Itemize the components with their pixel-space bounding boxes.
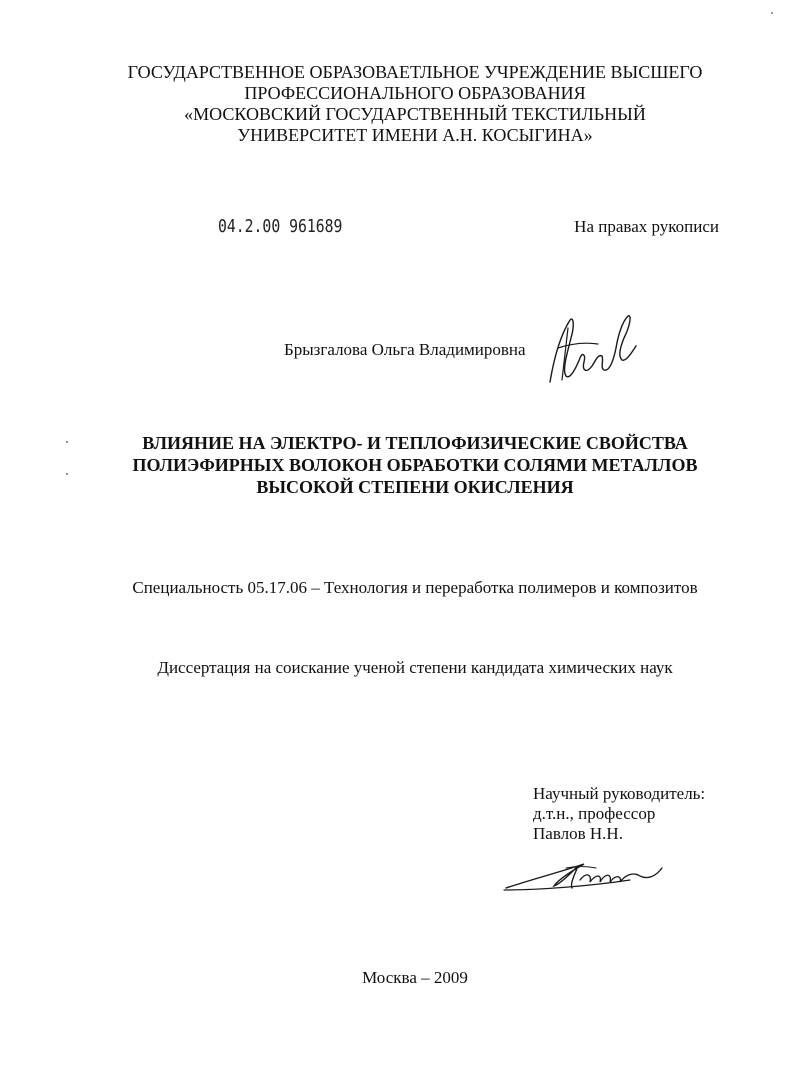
scan-speck [771, 12, 773, 14]
supervisor-label: Научный руководитель: [533, 784, 706, 803]
title-line: ПОЛИЭФИРНЫХ ВОЛОКОН ОБРАБОТКИ СОЛЯМИ МЕТАЛЛОВ [132, 455, 698, 475]
dissertation-title [60, 432, 770, 498]
institution-line: «МОСКОВСКИЙ ГОСУДАРСТВЕННЫЙ ТЕКСТИЛЬНЫЙ [184, 104, 646, 124]
author-signature [540, 308, 640, 390]
supervisor-degree: д.т.н., профессор [533, 804, 656, 823]
supervisor-name: Павлов Н.Н. [533, 824, 623, 843]
manuscript-rights-note: На правах рукописи [574, 217, 719, 236]
institution-line: УНИВЕРСИТЕТ ИМЕНИ А.Н. КОСЫГИНА» [237, 125, 593, 145]
supervisor-block [533, 784, 705, 844]
author-name: Брызгалова Ольга Владимировна [284, 340, 526, 359]
institution-header [60, 62, 770, 146]
institution-line: ПРОФЕССИОНАЛЬНОГО ОБРАЗОВАНИЯ [244, 83, 586, 103]
supervisor-signature [500, 850, 672, 900]
city-year: Москва – 2009 [362, 968, 468, 987]
degree-statement: Диссертация на соискание ученой степени кандидата химических наук [157, 658, 673, 677]
specialty-line: Специальность 05.17.06 – Технология и переработка полимеров и композитов [132, 578, 698, 597]
title-line: ВЛИЯНИЕ НА ЭЛЕКТРО- И ТЕПЛОФИЗИЧЕСКИЕ СВОЙСТВА [142, 433, 688, 453]
title-line: ВЫСОКОЙ СТЕПЕНИ ОКИСЛЕНИЯ [256, 477, 574, 497]
institution-line: ГОСУДАРСТВЕННОЕ ОБРАЗОВАЕТЛЬНОЕ УЧРЕЖДЕНИЕ ВЫСШЕГО [127, 62, 703, 82]
registration-stamp-number: 04.2.00 961689 [218, 216, 343, 237]
